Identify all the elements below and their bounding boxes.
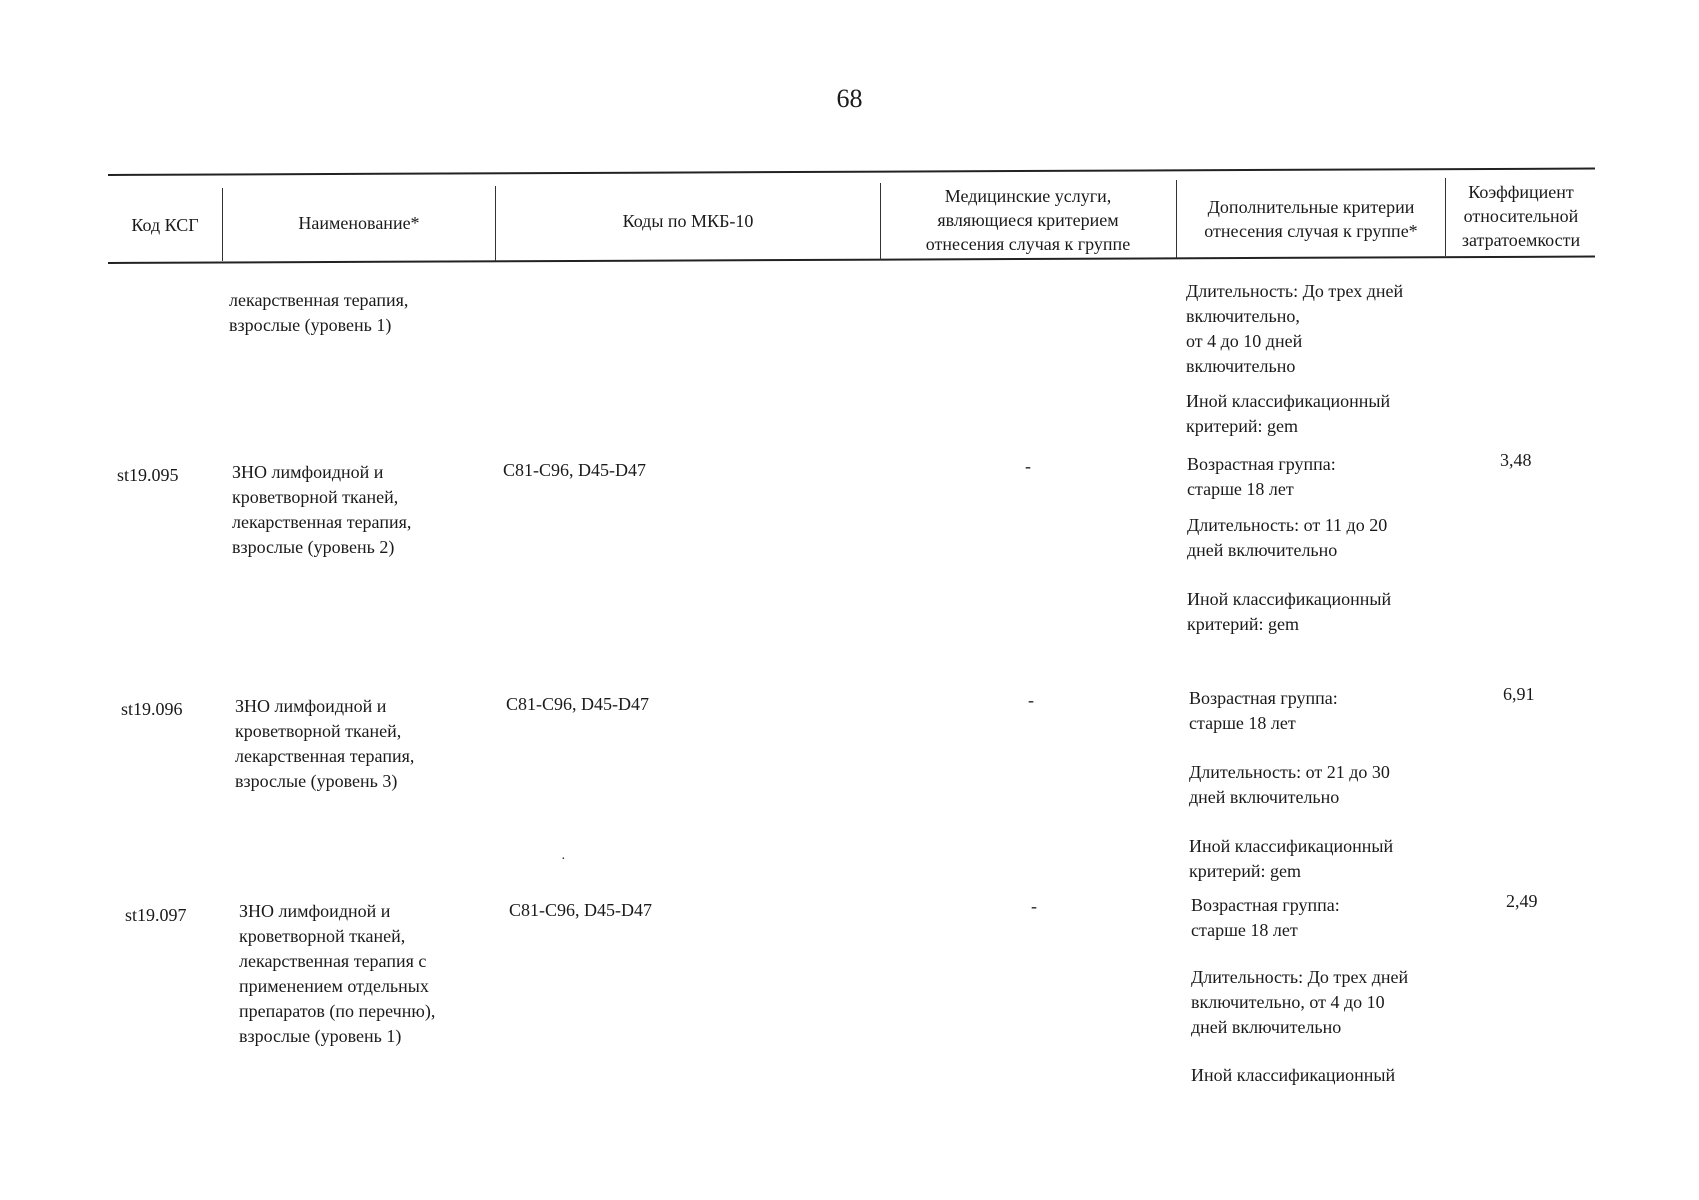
row-code: st19.097 — [125, 905, 187, 925]
name-line: лекарственная терапия, — [229, 290, 409, 310]
header-divider — [1176, 180, 1177, 258]
row-icd-codes: С81-С96, D45-D47 — [509, 900, 652, 920]
name-line: кроветворной тканей, — [235, 721, 402, 741]
continuation-name — [229, 288, 408, 338]
criterion-line: Иной классификационный — [1189, 836, 1394, 856]
criterion-line: Длительность: До трех дней — [1191, 967, 1409, 987]
row-services: - — [1028, 690, 1034, 710]
name-line: взрослые (уровень 1) — [229, 315, 392, 335]
criterion-line: Иной классификационный — [1187, 589, 1392, 609]
row-coefficient: 3,48 — [1500, 450, 1532, 470]
header-divider — [1445, 178, 1446, 256]
criterion-line: Иной классификационный — [1186, 391, 1391, 411]
criterion-duration — [1186, 279, 1403, 379]
table-header-top-rule — [108, 168, 1595, 176]
criterion-line: дней включительно — [1189, 787, 1340, 807]
row-name — [239, 899, 435, 1049]
header-name: Наименование* — [298, 213, 420, 233]
criterion-line: старше 18 лет — [1187, 479, 1294, 499]
row-services: - — [1031, 896, 1037, 916]
header-coef-line: Коэффициент — [1468, 182, 1574, 202]
row-coefficient: 6,91 — [1503, 684, 1535, 704]
criterion-line: Иной классификационный — [1191, 1065, 1396, 1085]
name-line: взрослые (уровень 1) — [239, 1026, 402, 1046]
name-line: ЗНО лимфоидной и — [235, 696, 387, 716]
header-services-line: отнесения случая к группе — [925, 234, 1131, 254]
criterion-other — [1191, 1063, 1408, 1088]
criterion-line: Длительность: от 11 до 20 — [1187, 515, 1388, 535]
criterion-line: дней включительно — [1187, 540, 1338, 560]
criterion-age — [1187, 452, 1391, 502]
criterion-line: критерий: gem — [1187, 614, 1299, 634]
row-coefficient: 2,49 — [1506, 891, 1538, 911]
criterion-duration — [1189, 760, 1393, 810]
row-code: st19.096 — [121, 699, 183, 719]
criterion-line: старше 18 лет — [1189, 713, 1296, 733]
name-line: кроветворной тканей, — [232, 487, 399, 507]
row-icd-codes: С81-С96, D45-D47 — [503, 460, 646, 480]
criterion-line: старше 18 лет — [1191, 920, 1298, 940]
name-line: ЗНО лимфоидной и — [239, 901, 391, 921]
header-coefficient — [1447, 176, 1595, 256]
header-additional-criteria — [1178, 182, 1444, 256]
name-line: кроветворной тканей, — [239, 926, 406, 946]
header-coef-line: относительной — [1463, 206, 1579, 226]
criterion-line: включительно — [1186, 356, 1296, 376]
criterion-duration — [1187, 513, 1391, 563]
header-services-line: Медицинские услуги, — [944, 186, 1112, 206]
row-name — [232, 460, 411, 560]
header-services-line: являющиеся критерием — [937, 210, 1119, 230]
header-coef-line: затратоемкости — [1461, 230, 1581, 250]
criterion-line: включительно, — [1186, 306, 1300, 326]
name-line: препаратов (по перечню), — [239, 1001, 436, 1021]
criterion-line: включительно, от 4 до 10 — [1191, 992, 1385, 1012]
criterion-other — [1186, 389, 1403, 439]
criterion-line: Длительность: До трех дней — [1186, 281, 1404, 301]
criterion-line: Длительность: от 21 до 30 — [1189, 762, 1390, 782]
name-line: взрослые (уровень 3) — [235, 771, 398, 791]
name-line: лекарственная терапия, — [235, 746, 415, 766]
name-line: лекарственная терапия, — [232, 512, 412, 532]
criterion-line: Возрастная группа: — [1191, 895, 1340, 915]
header-criteria-line: Дополнительные критерии — [1207, 197, 1415, 217]
header-medical-services — [882, 180, 1174, 260]
criterion-line: критерий: gem — [1186, 416, 1298, 436]
table-header-bottom-rule — [108, 256, 1595, 264]
criterion-age — [1189, 686, 1393, 736]
header-icd-codes: Коды по МКБ-10 — [622, 211, 754, 231]
header-criteria-line: отнесения случая к группе* — [1204, 221, 1418, 241]
row-icd-codes: С81-С96, D45-D47 — [506, 694, 649, 714]
criterion-line: дней включительно — [1191, 1017, 1342, 1037]
continuation-criteria — [1186, 279, 1403, 439]
row-name — [235, 694, 414, 794]
header-divider — [495, 186, 496, 261]
row-code: st19.095 — [117, 465, 179, 485]
name-line: ЗНО лимфоидной и — [232, 462, 384, 482]
row-criteria — [1191, 893, 1408, 1088]
name-line: лекарственная терапия с — [239, 951, 427, 971]
criterion-line: Возрастная группа: — [1189, 688, 1338, 708]
header-divider — [222, 188, 223, 261]
row-services: - — [1025, 456, 1031, 476]
page-number: 68 — [836, 84, 863, 113]
criterion-line: критерий: gem — [1189, 861, 1301, 881]
criterion-age — [1191, 893, 1408, 943]
criterion-other — [1189, 834, 1393, 884]
criterion-other — [1187, 587, 1391, 637]
row-criteria — [1187, 452, 1391, 637]
criterion-duration — [1191, 965, 1408, 1040]
criterion-line: Возрастная группа: — [1187, 454, 1336, 474]
header-divider — [880, 183, 881, 260]
scan-mark: · — [561, 852, 566, 867]
criterion-line: от 4 до 10 дней — [1186, 331, 1303, 351]
name-line: применением отдельных — [239, 976, 429, 996]
header-code: Код КСГ — [131, 215, 199, 235]
name-line: взрослые (уровень 2) — [232, 537, 395, 557]
row-criteria — [1189, 686, 1393, 884]
